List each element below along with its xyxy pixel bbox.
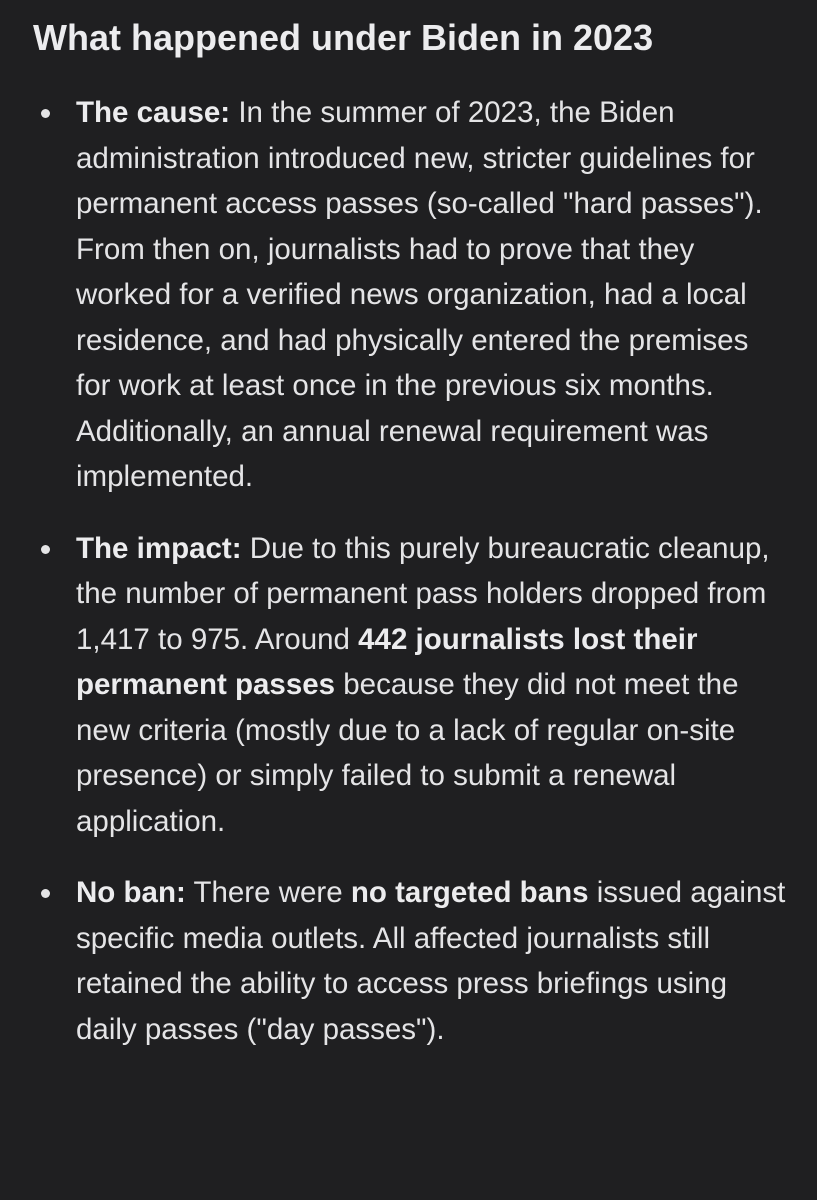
bullet-dot-icon [41,109,50,118]
item-text: Due to this purely bureaucratic cleanup, the number of permanent pass holders dropped from 1,417 to 975. Around [76,531,770,656]
item-bold-text: no targeted bans [350,876,589,909]
list-item-cause [0,90,817,500]
bullet-dot-icon [41,545,50,554]
item-lead-label: No ban: [76,876,186,909]
bullet-list [0,90,817,1052]
list-item-impact [0,526,817,845]
bullet-dot-icon [41,889,50,898]
item-lead-label: The cause: [76,96,231,129]
item-text: There were [185,876,351,909]
item-lead-label: The impact: [76,531,242,565]
item-text: issued against specific media outlets. All affected journalists still retained the ability to access press briefings using daily passes ("day passes"). [76,876,786,1046]
list-item-no-ban [0,870,817,1052]
item-text: In the summer of 2023, the Biden administration introduced new, stricter guidelines for permanent access passes (so-called "hard passes"). From then on, journalists had to prove that they worked for a verified news organization, had a local residence, and had physically entered the premises for work at least once in the previous six months. Additionally, an annual renewal requirement was implemented. [76,96,763,493]
item-text: because they did not meet the new criteria (mostly due to a lack of regular on-site presence) or simply failed to submit a renewal application. [76,668,739,838]
section-heading: What happened under Biden in 2023 [33,17,654,58]
item-bold-text: 442 journalists lost their permanent passes [76,622,698,701]
